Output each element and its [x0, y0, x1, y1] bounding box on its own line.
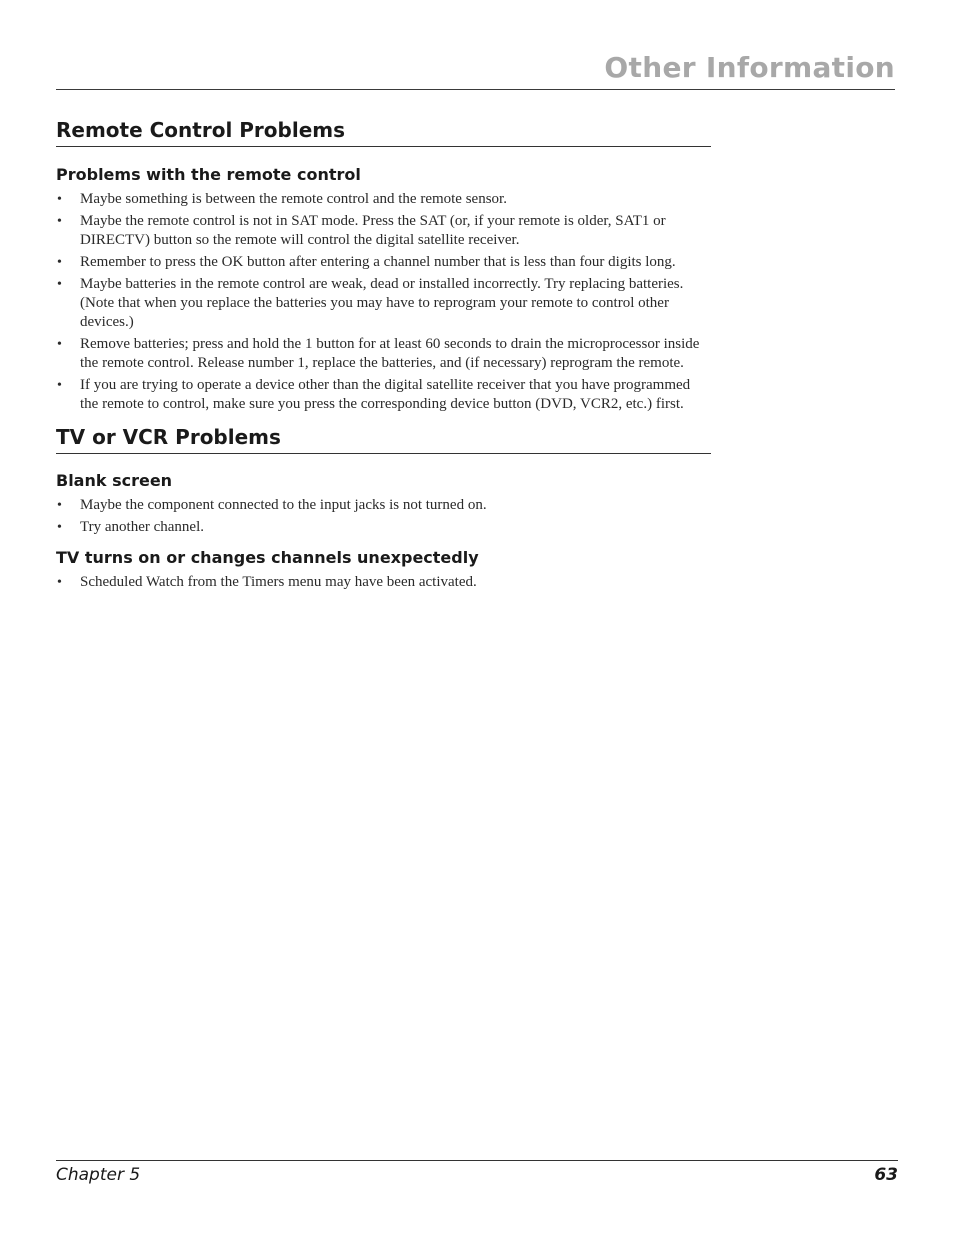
- list-item-text: Try another channel.: [80, 519, 204, 535]
- list-item-text: Remove batteries; press and hold the 1 button for at least 60 seconds to drain the microprocessor inside the remote control. Release number 1, replace the batteries, and (if necessary) reprogram the remote.: [80, 336, 700, 371]
- bullet-icon: •: [57, 575, 62, 590]
- list-item: [56, 573, 711, 592]
- bullet-icon: •: [57, 255, 62, 270]
- list-item: [56, 335, 711, 373]
- chapter-label: Chapter 5: [56, 1165, 141, 1185]
- list-item-text: If you are trying to operate a device other than the digital satellite receiver that you have programmed the remote to control, make sure you press the corresponding device button (DVD, VCR2, etc.) first.: [80, 377, 691, 412]
- list-item: [56, 253, 711, 272]
- section-tv-or-vcr-problems: [56, 423, 711, 592]
- page-number: 63: [874, 1165, 898, 1185]
- subsection-title: Blank screen: [56, 471, 173, 490]
- list-item-text: Maybe something is between the remote control and the remote sensor.: [80, 191, 507, 207]
- subsection-title: TV turns on or changes channels unexpectedly: [56, 548, 479, 567]
- bullet-list: [56, 190, 711, 414]
- list-item-text: Scheduled Watch from the Timers menu may have been activated.: [80, 574, 477, 590]
- subsection-title: Problems with the remote control: [56, 165, 361, 184]
- list-item: [56, 275, 711, 332]
- bullet-list: [56, 573, 711, 592]
- list-item: [56, 518, 711, 537]
- bullet-icon: •: [57, 337, 62, 352]
- list-item: [56, 376, 711, 414]
- bullet-icon: •: [57, 192, 62, 207]
- section-remote-control-problems: [56, 116, 711, 414]
- section-title: TV or VCR Problems: [56, 423, 711, 454]
- page-header: [56, 48, 895, 90]
- list-item-text: Remember to press the OK button after entering a channel number that is less than four digits long.: [80, 254, 676, 270]
- section-title: Remote Control Problems: [56, 116, 711, 147]
- bullet-icon: •: [57, 498, 62, 513]
- bullet-icon: •: [57, 520, 62, 535]
- list-item: [56, 496, 711, 515]
- page-content: [56, 116, 711, 595]
- bullet-icon: •: [57, 378, 62, 393]
- bullet-icon: •: [57, 277, 62, 292]
- bullet-icon: •: [57, 214, 62, 229]
- list-item-text: Maybe batteries in the remote control are weak, dead or installed incorrectly. Try replacing batteries. (Note that when you replace the batteries you may have to reprogram your remote to control other devices.): [80, 276, 684, 330]
- list-item: [56, 190, 711, 209]
- list-item-text: Maybe the remote control is not in SAT mode. Press the SAT (or, if your remote is older, SAT1 or DIRECTV) button so the remote will control the digital satellite receiver.: [80, 213, 666, 248]
- page-title: Other Information: [604, 51, 895, 84]
- page-footer: [56, 1160, 898, 1193]
- list-item-text: Maybe the component connected to the input jacks is not turned on.: [80, 497, 487, 513]
- list-item: [56, 212, 711, 250]
- bullet-list: [56, 496, 711, 537]
